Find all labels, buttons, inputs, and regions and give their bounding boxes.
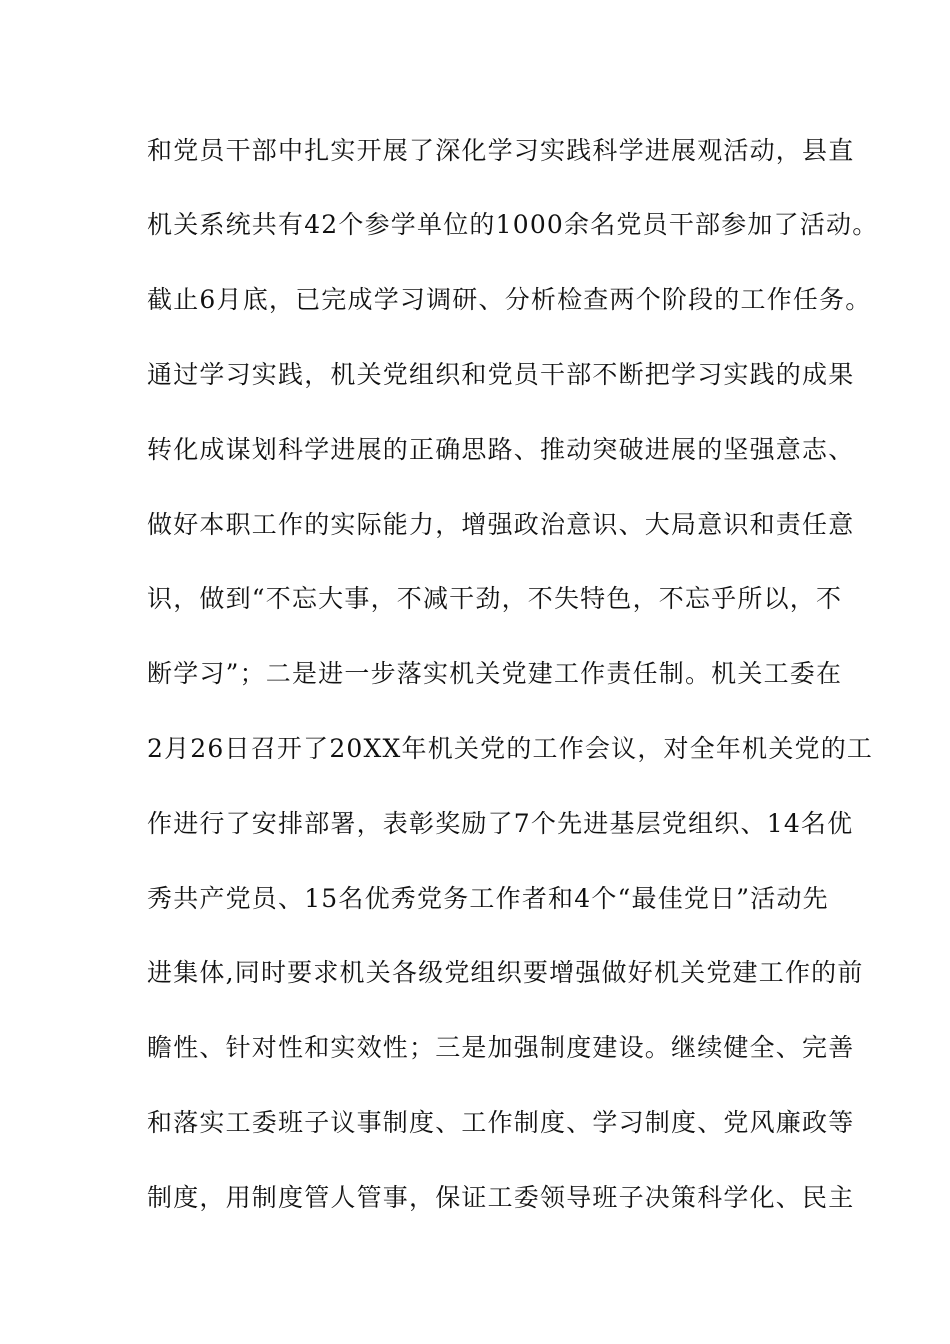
text-line-4: 通过学习实践，机关党组织和党员干部不断把学习实践的成果	[147, 360, 855, 389]
text-line-13: 瞻性、针对性和实效性；三是加强制度建设。继续健全、完善	[147, 1033, 855, 1062]
text-line-3: 截止6月底，已完成学习调研、分析检查两个阶段的工作任务。	[147, 285, 872, 314]
text-line-6: 做好本职工作的实际能力，增强政治意识、大局意识和责任意	[147, 510, 855, 539]
text-line-11: 秀共产党员、15名优秀党务工作者和4个“最佳党日”活动先	[147, 884, 829, 913]
text-line-14: 和落实工委班子议事制度、工作制度、学习制度、党风廉政等	[147, 1108, 855, 1137]
text-line-1: 和党员干部中扎实开展了深化学习实践科学进展观活动，县直	[147, 136, 855, 165]
text-line-15: 制度，用制度管人管事，保证工委领导班子决策科学化、民主	[147, 1183, 855, 1212]
text-line-10: 作进行了安排部署，表彰奖励了7个先进基层党组织、14名优	[147, 809, 854, 838]
text-line-2: 机关系统共有42个参学单位的1000余名党员干部参加了活动。	[147, 210, 879, 239]
text-line-12: 进集体,同时要求机关各级党组织要增强做好机关党建工作的前	[147, 958, 864, 987]
text-line-7: 识，做到“不忘大事，不减干劲，不失特色，不忘乎所以，不	[147, 584, 843, 613]
text-line-9: 2月26日召开了20XX年机关党的工作会议，对全年机关党的工	[147, 734, 874, 763]
text-line-5: 转化成谋划科学进展的正确思路、推动突破进展的坚强意志、	[147, 435, 855, 464]
text-line-8: 断学习”；二是进一步落实机关党建工作责任制。机关工委在	[147, 659, 843, 688]
